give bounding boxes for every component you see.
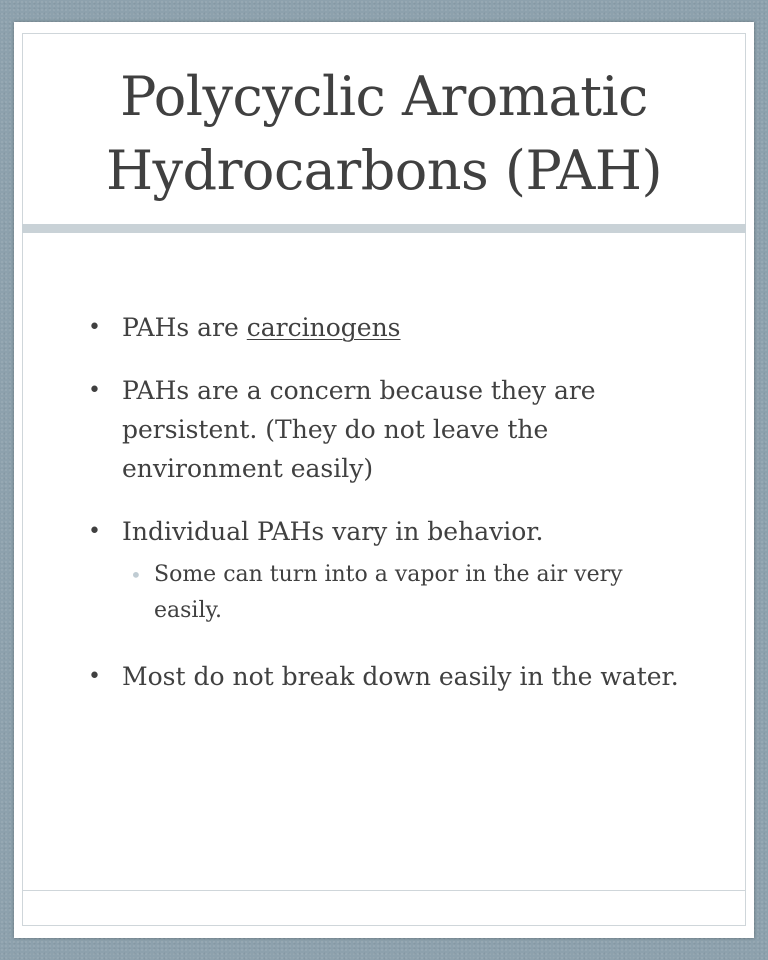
slide-title: Polycyclic Aromatic Hydrocarbons (PAH) [105,65,663,202]
slide [14,22,754,938]
bullet-text: Individual PAHs vary in behavior. [122,517,544,546]
bullet-dot-icon: • [88,378,101,403]
footer-divider [22,890,746,891]
bullet-item-carcinogens [84,308,696,347]
carcinogens-link: carcinogens [246,313,401,342]
bullet-item-persistent [84,371,696,488]
sub-bullet-text: Some can turn into a vapor in the air very easily. [154,562,623,623]
bullet-dot-icon: • [88,315,101,340]
title-divider [22,224,746,233]
bullet-text: Most do not break down easily in the water. [122,662,679,691]
bullet-text: PAHs are a concern because they are persistent. (They do not leave the environment easily) [122,376,596,483]
bullet-item-water [84,657,696,696]
sub-bullet-item-vapor [84,557,696,629]
bullet-text: PAHs are [122,313,247,342]
bullet-dot-icon: • [88,664,101,689]
bullet-dot-icon: • [88,519,101,544]
sub-bullet-dot-icon: • [130,563,142,587]
bullet-list [84,308,696,720]
bullet-item-behavior [84,512,696,551]
